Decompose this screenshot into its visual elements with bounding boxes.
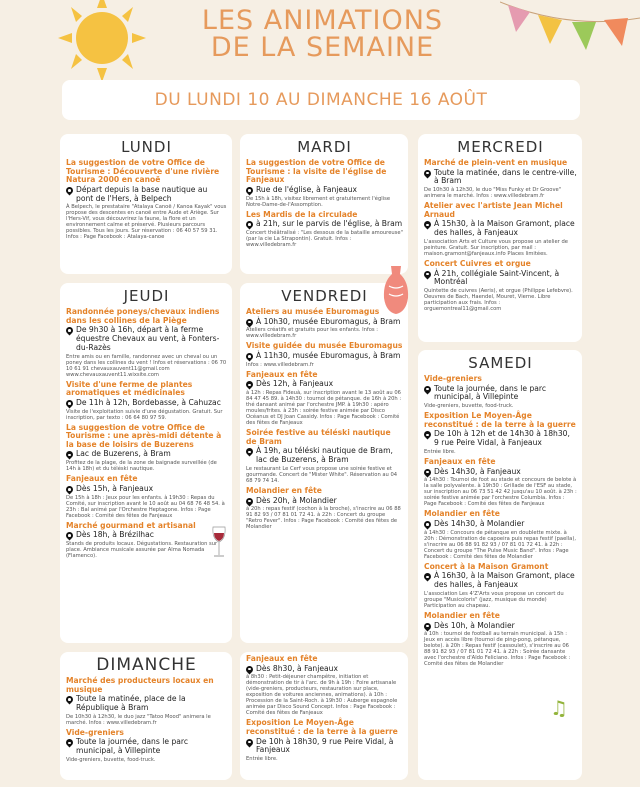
- event-location: [246, 318, 403, 327]
- event-item: [66, 475, 227, 518]
- location-pin-icon: [66, 696, 73, 704]
- event-location: [424, 468, 577, 477]
- event-description: Ateliers créatifs et gratuits pour les enfants. Infos : www.villedebram.fr: [246, 327, 379, 340]
- event-location-text: À 21h, collégiale Saint-Vincent, à Montréal: [434, 268, 560, 287]
- event-item: [246, 487, 403, 530]
- event-location-text: Dès 15h, à Fanjeaux: [76, 483, 154, 493]
- music-note-icon: ♫: [550, 696, 568, 720]
- event-title: Exposition Le Moyen-Âge reconstitué : de la terre à la guerre: [424, 411, 576, 429]
- event-location-text: De 11h à 12h, Bordebasse, à Cahuzac: [76, 397, 221, 407]
- day-heading: SAMEDI: [468, 354, 533, 372]
- event-location: [66, 399, 227, 408]
- location-pin-icon: [424, 386, 431, 394]
- event-location-text: De 10h à 18h30, 9 rue Peire Vidal, à Fanjeaux: [256, 736, 394, 755]
- event-description: Visite de l'exploitation suivie d'une dégustation. Gratuit. Sur inscription, par texto : 06 64 80 97 59.: [66, 408, 223, 421]
- event-location: [424, 622, 577, 631]
- event-location-text: Dès 8h30, à Fanjeaux: [256, 663, 338, 673]
- event-location: [424, 430, 577, 448]
- event-location: [246, 665, 403, 674]
- event-description: De 10h30 à 12h30, le duo jazz "Tatoo Mood" animera le marché. Infos : www.villedebram.fr: [66, 713, 211, 726]
- event-title: Ateliers au musée Eburomagus: [246, 307, 380, 316]
- event-location-text: Dès 12h, à Fanjeaux: [256, 379, 334, 389]
- event-location-text: À 19h, au téléski nautique de Bram, lac de Buzerens, à Bram: [256, 446, 393, 465]
- event-location: [66, 485, 227, 494]
- event-title: Soirée festive au téléski nautique de Bram: [246, 428, 391, 446]
- location-pin-icon: [66, 187, 73, 195]
- location-pin-icon: [424, 573, 431, 581]
- event-description: Stands de produits locaux. Dégustations. Restauration sur place. Ambiance musicale assurée par Alma Nomada (Flamenco).: [66, 540, 218, 559]
- event-title: La suggestion de votre Office de Tourisme : Découverte d'une rivière Natura 2000 en canoë: [66, 158, 220, 185]
- event-item: [424, 458, 577, 507]
- event-description: Entrée libre.: [424, 448, 456, 455]
- event-description: Vide-greniers, buvette, food-truck.: [424, 403, 514, 410]
- event-location-text: De 9h30 à 16h, départ à la ferme équestre Chevaux au vent, à Fonters-du-Razès: [76, 325, 220, 352]
- event-title: Molandier en fête: [424, 610, 500, 620]
- event-location: [424, 520, 577, 529]
- location-pin-icon: [424, 623, 431, 631]
- day-card-jeudi: [60, 283, 232, 643]
- day-heading: MERCREDI: [457, 138, 544, 156]
- location-pin-icon: [246, 187, 253, 195]
- day-card-mardi: [240, 134, 408, 274]
- day-card-lundi: [60, 134, 232, 274]
- event-location-text: Dès 18h, à Brézilhac: [76, 530, 154, 540]
- event-item: [424, 202, 577, 257]
- event-location-text: De 10h à 12h et de 14h30 à 18h30, 9 rue Peire Vidal, à Fanjeaux: [434, 429, 570, 448]
- location-pin-icon: [424, 431, 431, 439]
- event-title: Atelier avec l'artiste Jean Michel Arnaud: [424, 201, 563, 219]
- event-location-text: À 11h30, musée Eburomagus, à Bram: [256, 350, 401, 360]
- event-description: Concert théâtralisé : "Les dessous de la bataille amoureuse" (par la cie La Strapontin). Gratuit. Infos : www.villedebram.fr: [246, 229, 403, 248]
- event-item: [424, 260, 577, 312]
- event-item: [246, 655, 403, 716]
- event-title: Vide-greniers: [66, 727, 124, 737]
- event-description: De 15h à 18h : Jeux pour les enfants. à 19h30 : Repas du Comité, sur inscription avant le 10 août au 04 68 76 48 54. à 23h : Bal animé par l'Orchestre Heptagone. Infos : Page Facebook : Comité des fêtes de Fanjeaux: [66, 494, 225, 519]
- event-title: Molandier en fête: [424, 509, 500, 519]
- event-location: [66, 450, 227, 459]
- event-title: Concert à la Maison Gramont: [424, 561, 549, 571]
- event-location: [66, 695, 227, 713]
- event-description: De 15h à 18h, visitez librement et gratuitement l'église Notre-Dame-de-l'Assomption.: [246, 195, 391, 208]
- event-description: De 10h30 à 12h30, le duo "Miss Funky et Dr Groove" animera le marché. Infos : www.villedebram.fr: [424, 187, 562, 200]
- event-location: [246, 352, 403, 361]
- day-heading: JEUDI: [123, 287, 170, 305]
- event-item: [424, 563, 577, 609]
- event-title: La suggestion de votre Office de Tourisme : la visite de l'église de Fanjeaux: [246, 158, 387, 185]
- location-pin-icon: [66, 532, 73, 540]
- event-item: [66, 677, 227, 726]
- event-description: à 14h30 : Tournoi de foot au stade et concours de belote à la salle polyvalente. à 19h30 : Grillade de l'ESF au stade, sur inscription au 06 73 51 42 42 jusqu'au 10 août. à 23h : soirée festive animée par l'orchestre Columbia. Infos : Page Facebook : Comité des fêtes de Fanjeaux: [424, 477, 577, 508]
- location-pin-icon: [246, 381, 253, 389]
- event-item: [246, 371, 403, 426]
- event-location: [246, 186, 403, 195]
- event-item: [424, 510, 577, 559]
- event-location: [424, 220, 577, 238]
- location-pin-icon: [66, 451, 73, 459]
- event-title: Concert Cuivres et orgue: [424, 258, 531, 268]
- event-location: [66, 738, 227, 756]
- day-card-vendredi: [240, 283, 408, 643]
- event-description: À Belpech, le prestataire "Atalaya Canoë / Kanoa Kayak" vous propose des descentes en canoë entre Aude et Ariège. Sur l'Hers-Vif, vous découvrirez la faune, la flore et un environnement calme et préservé. Plusieurs parcours possibles. Tous les jours. Sur réservation : 06 40 57 59 31. Infos : Page Facebook : Atalaya-canoe: [66, 204, 227, 241]
- event-title: La suggestion de votre Office de Tourisme : une après-midi détente à la base de loisirs de Buzerens: [66, 422, 222, 449]
- event-location: [424, 572, 577, 590]
- event-description: Quintette de cuivres (Aeris), et orgue (Philippe Lefebvre). Oeuvres de Bach, Haendel, Mouret, Vierne. Libre participation aux frais. Infos : orguemontreal11@gmail.com: [424, 288, 573, 313]
- event-title: Visite d'une ferme de plantes aromatiques et médicinales: [66, 379, 193, 398]
- event-location: [66, 531, 227, 540]
- location-pin-icon: [246, 319, 253, 327]
- sun-icon: [52, 0, 152, 92]
- wine-glass-icon: [211, 525, 227, 559]
- wine-jug-icon: [381, 262, 411, 317]
- event-title: Marché de plein-vent en musique: [424, 158, 568, 167]
- day-heading: LUNDI: [121, 138, 172, 156]
- event-item: [246, 308, 403, 339]
- location-pin-icon: [424, 221, 431, 229]
- event-location-text: Dès 14h30, à Molandier: [434, 518, 525, 528]
- event-description: Infos : www.villedebram.fr: [246, 361, 314, 368]
- page-title-line1: LES ANIMATIONS: [201, 5, 444, 36]
- event-title: Molandier en fête: [246, 485, 322, 495]
- event-item: [246, 429, 403, 484]
- day-card-mercredi: [418, 134, 582, 342]
- event-item: [246, 342, 403, 367]
- event-location-text: Toute la journée, dans le parc municipal, à Villepinte: [76, 737, 189, 756]
- location-pin-icon: [424, 271, 431, 279]
- event-description: à 14h30 : Concours de pétanque en doublette mixte. à 20h : Démonstration de capoeira puis repas festif (paella), s'inscrire au 06 88 91 82 93 / 07 81 01 72 41. à 22h : Concert du groupe "The Pulse Music Band". Infos : Page Facebook : Comité des fêtes de Molandier: [424, 529, 576, 560]
- event-item: [424, 159, 577, 199]
- page-title-line2: DE LA SEMAINE: [210, 32, 435, 63]
- week-banner: DU LUNDI 10 AU DIMANCHE 16 AOÛT: [62, 80, 580, 120]
- event-item: [66, 381, 227, 421]
- location-pin-icon: [66, 400, 73, 408]
- location-pin-icon: [246, 448, 253, 456]
- event-item: [66, 424, 227, 473]
- day-card-dimanche-continued: [240, 652, 408, 780]
- event-item: [66, 729, 227, 763]
- location-pin-icon: [66, 486, 73, 494]
- event-description: à 10h : tournoi de football au terrain municipal. à 15h : Jeux en accès libre (tournoi de ping-pong, pétanque, belote). à 20h : Repas festif (cassoulet), s'inscrire au 06 88 91 82 93 / 07 81 01 72 41. à 22h : Soirée dansante avec l'orchestre d'Aldo Feliciano. Infos : Page Facebook : Comité des fêtes de Molandier: [424, 631, 571, 668]
- event-description: Vide-greniers, buvette, food-truck.: [66, 756, 156, 763]
- event-location: [246, 738, 403, 756]
- day-card-dimanche: [60, 652, 232, 780]
- event-description: Entre amis ou en famille, randonnez avec un cheval ou un poney dans les collines du vent ! Infos et réservations : 06 70 10 61 91 chevauxauvent11@gmail.com www.chevauxauvent11.wixsite.com: [66, 353, 227, 378]
- location-pin-icon: [66, 739, 73, 747]
- event-description: L'association Arts et Culture vous propose un atelier de peinture. Gratuit. Sur inscription, par mail : maison.gramont@fanjeaux.info Places limitées.: [424, 238, 568, 257]
- event-location-text: Toute la matinée, place de la République à Bram: [76, 694, 186, 712]
- location-pin-icon: [246, 221, 253, 229]
- event-item: [424, 612, 577, 667]
- event-location-text: À 10h30, musée Eburomagus, à Bram: [256, 316, 401, 326]
- event-location: [246, 447, 403, 465]
- event-title: Fanjeaux en fête: [246, 654, 318, 663]
- event-location: [424, 385, 577, 403]
- event-location: [424, 169, 577, 187]
- bunting-flags-icon: [500, 0, 640, 70]
- event-item: [246, 211, 403, 248]
- event-title: Marché gourmand et artisanal: [66, 520, 196, 530]
- event-description: à 8h30 : Petit-déjeuner champêtre, initiation et démonstration de tir à l'arc. de 9h à 19h : Foire artisanale (vide-greniers, producteurs, restauration sur place, exposition de voitures anciennes, animations). à 10h : Procession de la Saint-Roch. à 19h30 : Auberge espagnole animée par Disco Sound Concept. Infos : Page Facebook : Comité des fêtes de Fanjeaux: [246, 674, 398, 717]
- day-heading: DIMANCHE: [96, 655, 197, 675]
- event-location-text: Toute la journée, dans le parc municipal, à Villepinte: [434, 383, 547, 402]
- event-location: [246, 497, 403, 506]
- event-item: [424, 412, 577, 455]
- event-title: Fanjeaux en fête: [66, 474, 138, 484]
- event-location-text: Dès 14h30, à Fanjeaux: [434, 466, 521, 476]
- event-location-text: À 15h30, à la Maison Gramont, place des halles, à Fanjeaux: [434, 219, 575, 238]
- event-item: [246, 719, 403, 762]
- event-location-text: Toute la matinée, dans le centre-ville, à Bram: [434, 167, 577, 186]
- location-pin-icon: [424, 469, 431, 477]
- event-title: Exposition Le Moyen-Âge reconstitué : de la terre à la guerre: [246, 718, 398, 736]
- day-heading: MARDI: [297, 138, 352, 156]
- event-description: Entrée libre.: [246, 756, 278, 763]
- event-title: Fanjeaux en fête: [424, 456, 496, 466]
- event-title: Randonnée poneys/chevaux indiens dans les collines de la Piège: [66, 307, 220, 325]
- event-location: [66, 186, 227, 204]
- location-pin-icon: [246, 666, 253, 674]
- location-pin-icon: [424, 521, 431, 529]
- event-description: L'association Les 4'Z'Arts vous propose un concert du groupe "Musicoloris" (jazz, musique du monde) Participation au chapeau.: [424, 590, 564, 609]
- event-location: [424, 270, 577, 288]
- event-description: Le restaurant Le Cerf vous propose une soirée festive et gourmande. Concert de "Mister White". Réservation au 04 68 79 74 14.: [246, 465, 398, 484]
- event-item: [66, 308, 227, 378]
- event-description: à 20h : repas festif (cochon à la broche), s'inscrire au 06 88 91 82 93 / 07 81 01 72 41. à 22h : Concert du groupe "Retro Fever". Infos : Page Facebook : Comité des fêtes de Molandier: [246, 506, 401, 531]
- event-description: à 12h : Repas Fideuà, sur inscription avant le 13 août au 06 84 47 45 89. à 14h30 : tournoi de pétanque. de 16h à 20h : thé dansant animé par l'orchestre JMP. à 19h30 : apéro moules/frites. à 23h : soirée festive animée par Disco Océanus et DJ Joan Cassidy. Infos : Page Facebook : Comité des fêtes de Fanjeaux: [246, 390, 402, 427]
- event-item: [66, 522, 227, 559]
- event-title: Visite guidée du musée Eburomagus: [246, 341, 403, 351]
- event-location: [246, 220, 403, 229]
- event-location-text: Dès 10h, à Molandier: [434, 620, 515, 630]
- location-pin-icon: [424, 170, 431, 178]
- event-item: [246, 159, 403, 208]
- event-title: Vide-greniers: [424, 374, 482, 383]
- event-location: [246, 380, 403, 389]
- event-location: [66, 326, 227, 352]
- event-location-text: Dès 20h, à Molandier: [256, 495, 337, 505]
- location-pin-icon: [246, 739, 253, 747]
- location-pin-icon: [66, 327, 73, 335]
- event-title: Les Mardis de la circulade: [246, 209, 358, 219]
- event-location-text: Lac de Buzerens, à Bram: [76, 449, 171, 459]
- day-heading: VENDREDI: [281, 287, 368, 305]
- event-title: Marché des producteurs locaux en musique: [66, 676, 214, 694]
- event-item: [424, 375, 577, 409]
- event-item: [66, 159, 227, 240]
- event-location-text: Départ depuis la base nautique au pont de l'Hers, à Belpech: [76, 184, 208, 203]
- event-description: Profitez de la plage, de la zone de baignade surveillée (de 14h à 18h) et du téléski nautique.: [66, 460, 217, 473]
- event-title: Fanjeaux en fête: [246, 369, 318, 379]
- location-pin-icon: [246, 498, 253, 506]
- event-location-text: à 21h, sur le parvis de l'église, à Bram: [256, 219, 403, 229]
- location-pin-icon: [246, 353, 253, 361]
- event-location-text: À 16h30, à la Maison Gramont, place des halles, à Fanjeaux: [434, 571, 575, 590]
- event-location-text: Rue de l'église, à Fanjeaux: [256, 184, 358, 194]
